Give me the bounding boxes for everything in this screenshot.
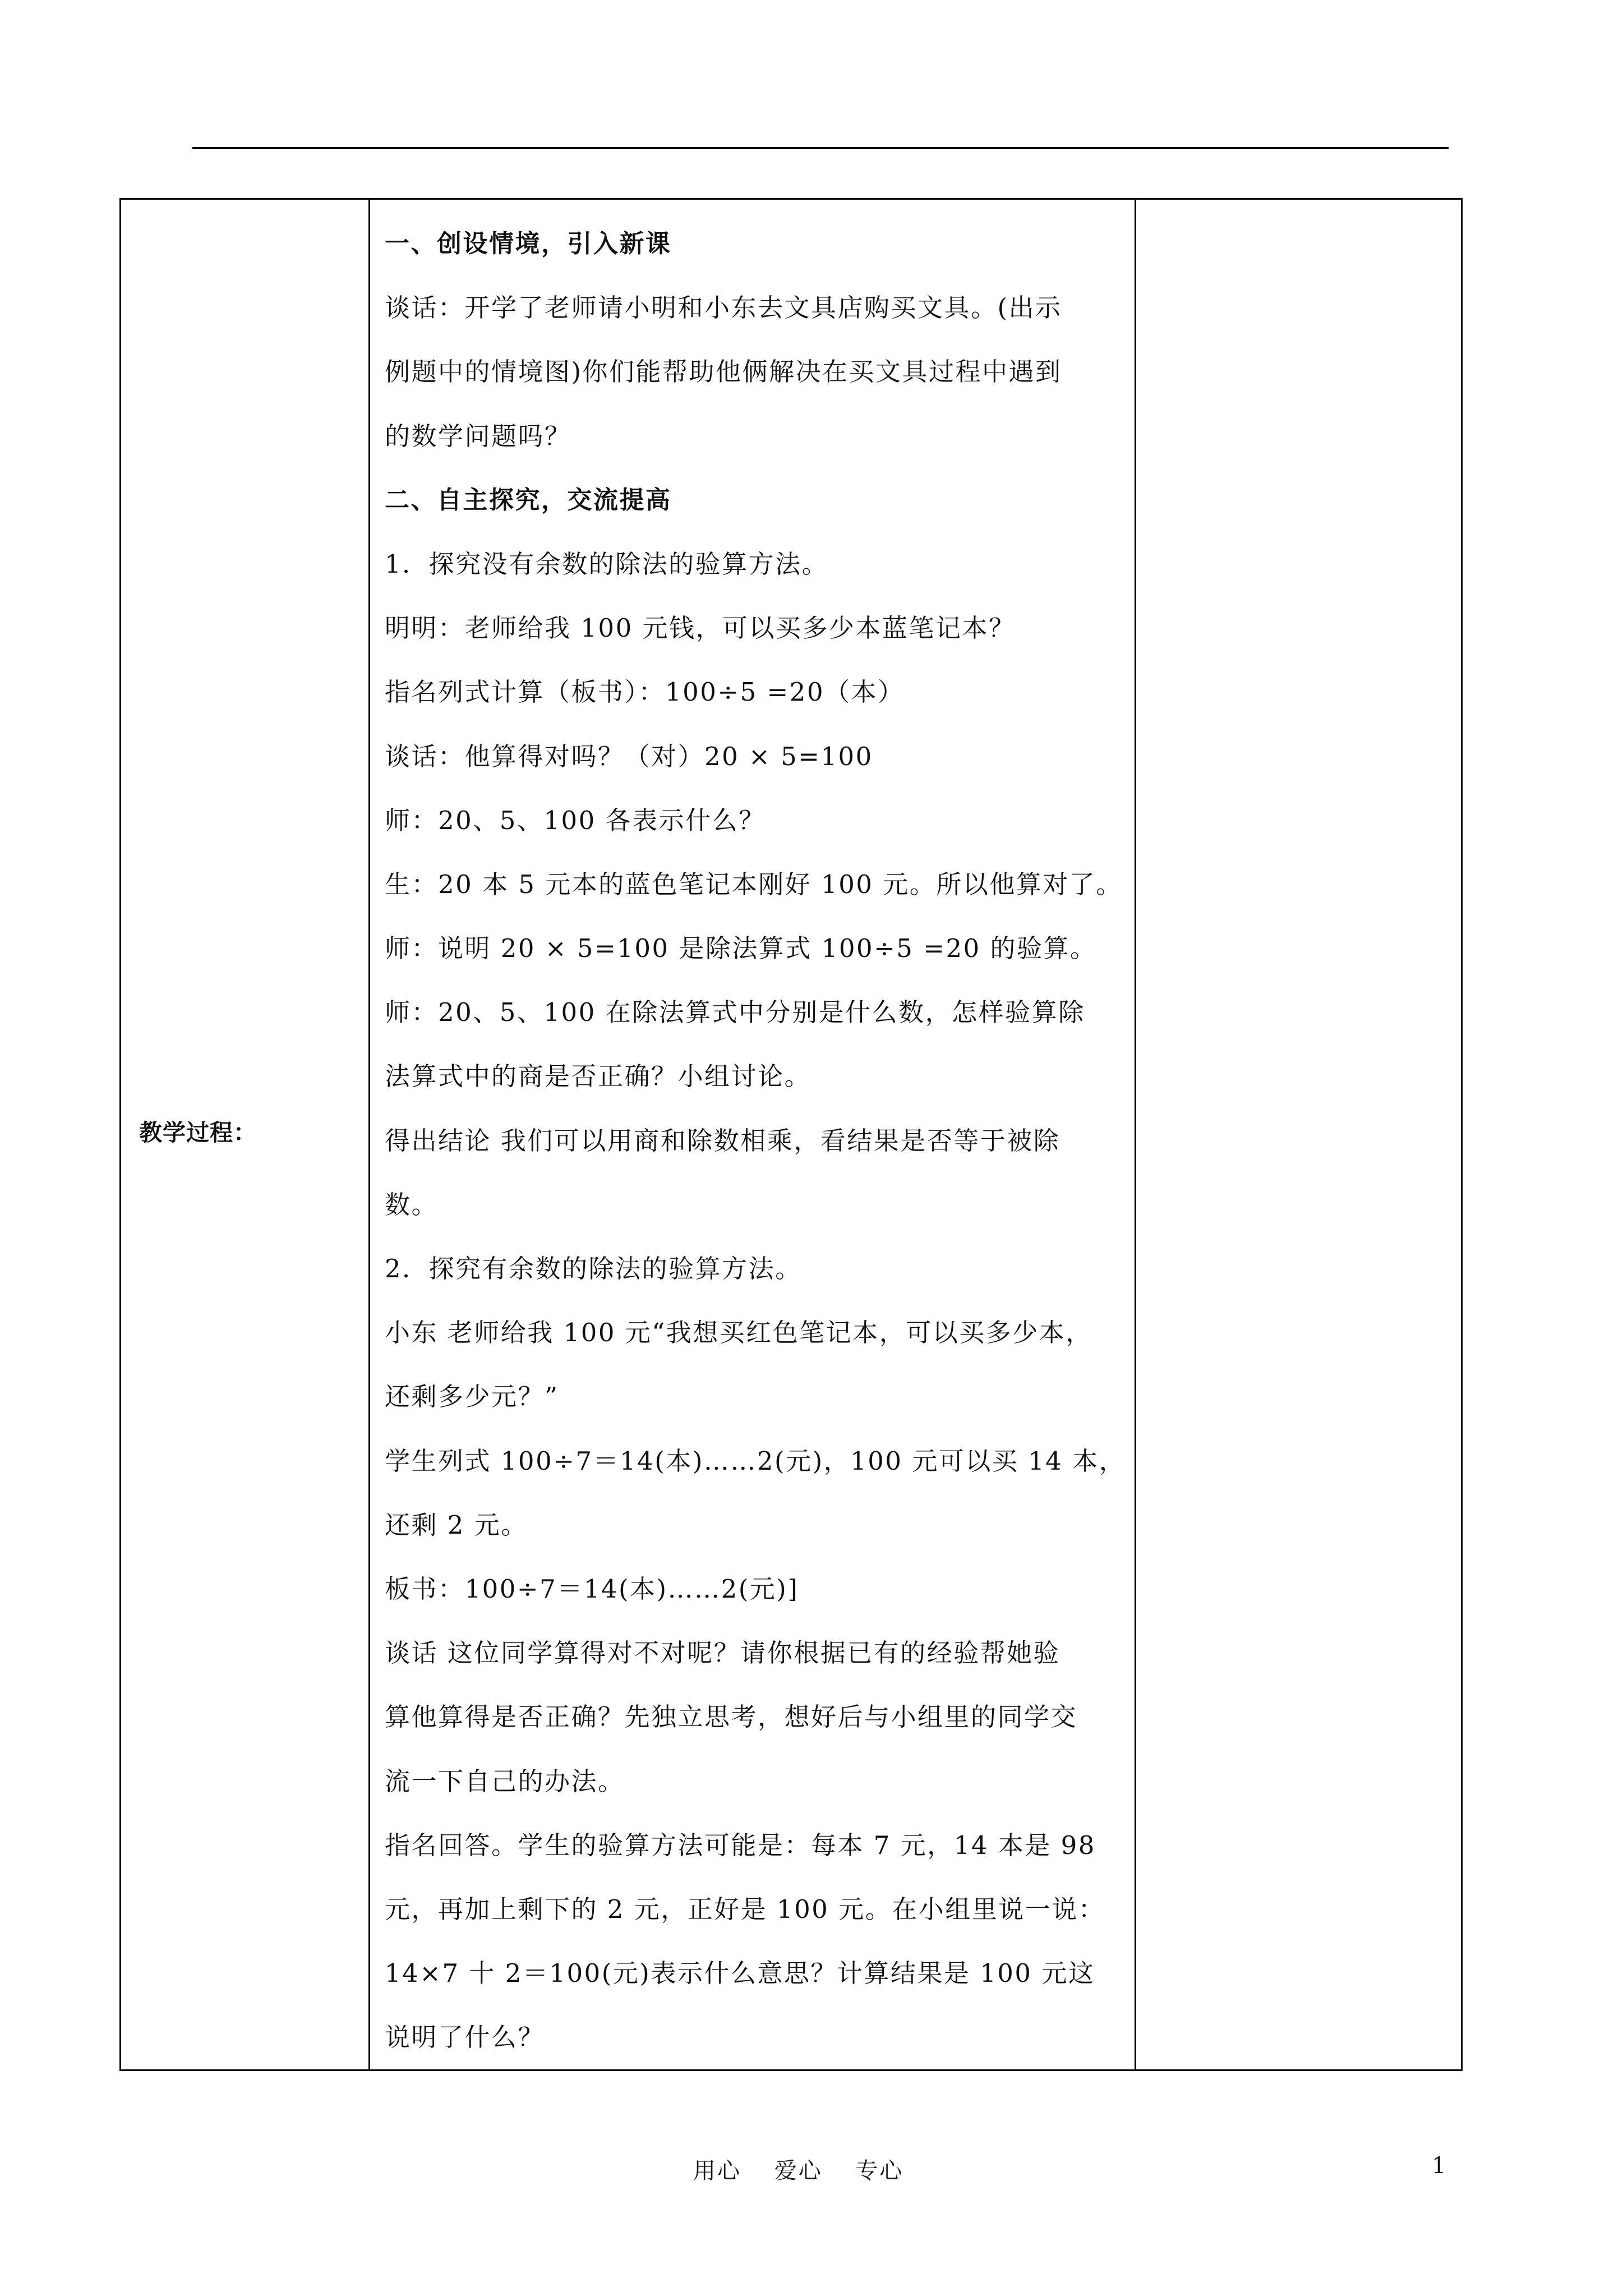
content-line: 小东 老师给我 100 元“我想买红色笔记本，可以买多少本，: [385, 1318, 1092, 1348]
content-line: 谈话 这位同学算得对不对呢？请你根据已有的经验帮她验: [385, 1638, 1061, 1668]
content-line: 谈话：开学了老师请小明和小东去文具店购买文具。(出示: [385, 293, 1062, 323]
content-line: 1．探究没有余数的除法的验算方法。: [385, 549, 829, 579]
section-heading: 二、自主探究，交流提高: [385, 485, 672, 514]
content-line: 师：20、5、100 在除法算式中分别是什么数，怎样验算除: [385, 997, 1085, 1028]
content-line: 还剩多少元？”: [385, 1382, 559, 1412]
content-cell: [370, 199, 1136, 2070]
content-line: 元，再加上剩下的 2 元，正好是 100 元。在小组里说一说：: [385, 1894, 1105, 1924]
section-label: 教学过程：: [139, 1119, 257, 1147]
content-line: 例题中的情境图)你们能帮助他俩解决在买文具过程中遇到: [385, 357, 1062, 387]
content-line: 还剩 2 元。: [385, 1510, 528, 1540]
content-line: 指名回答。学生的验算方法可能是：每本 7 元，14 本是 98: [385, 1830, 1096, 1860]
content-line: 学生列式 100÷7＝14(本)……2(元)，100 元可以买 14 本，: [385, 1446, 1126, 1476]
content-line: 指名列式计算（板书）：100÷5 =20（本）: [385, 677, 905, 707]
content-line: 明明：老师给我 100 元钱，可以买多少本蓝笔记本？: [385, 613, 1016, 643]
section-label-cell: [121, 199, 370, 2070]
content-line: 数。: [385, 1189, 439, 1220]
page-number: 1: [1432, 2153, 1446, 2179]
content-line: 流一下自己的办法。: [385, 1766, 625, 1796]
section-heading: 一、创设情境，引入新课: [385, 229, 672, 258]
content-line: 生：20 本 5 元本的蓝色笔记本刚好 100 元。所以他算对了。: [385, 869, 1123, 899]
footer-motto: 用心 爱心 专心: [693, 2158, 904, 2184]
notes-cell: [1136, 199, 1462, 2070]
content-line: 说明了什么？: [385, 2022, 545, 2053]
content-line: 师：说明 20 × 5=100 是除法算式 100÷5 =20 的验算。: [385, 933, 1097, 964]
content-line: 14×7 十 2＝100(元)表示什么意思？计算结果是 100 元这: [385, 1958, 1095, 1989]
content-line: 谈话：他算得对吗？（对）20 × 5=100: [385, 741, 873, 771]
content-line: 法算式中的商是否正确？小组讨论。: [385, 1061, 811, 1092]
header-rule: [192, 147, 1449, 149]
lesson-plan-table: [119, 198, 1463, 2071]
content-lines: [370, 200, 1135, 2069]
content-line: 算他算得是否正确？先独立思考，想好后与小组里的同学交: [385, 1702, 1078, 1732]
content-line: 得出结论 我们可以用商和除数相乘，看结果是否等于被除: [385, 1125, 1061, 1156]
content-line: 师：20、5、100 各表示什么？: [385, 805, 766, 835]
content-line: 的数学问题吗？: [385, 421, 571, 451]
table-row: [121, 199, 1462, 2070]
content-line: 2．探究有余数的除法的验算方法。: [385, 1254, 802, 1283]
content-line: 板书：100÷7＝14(本)……2(元)]: [385, 1573, 799, 1604]
